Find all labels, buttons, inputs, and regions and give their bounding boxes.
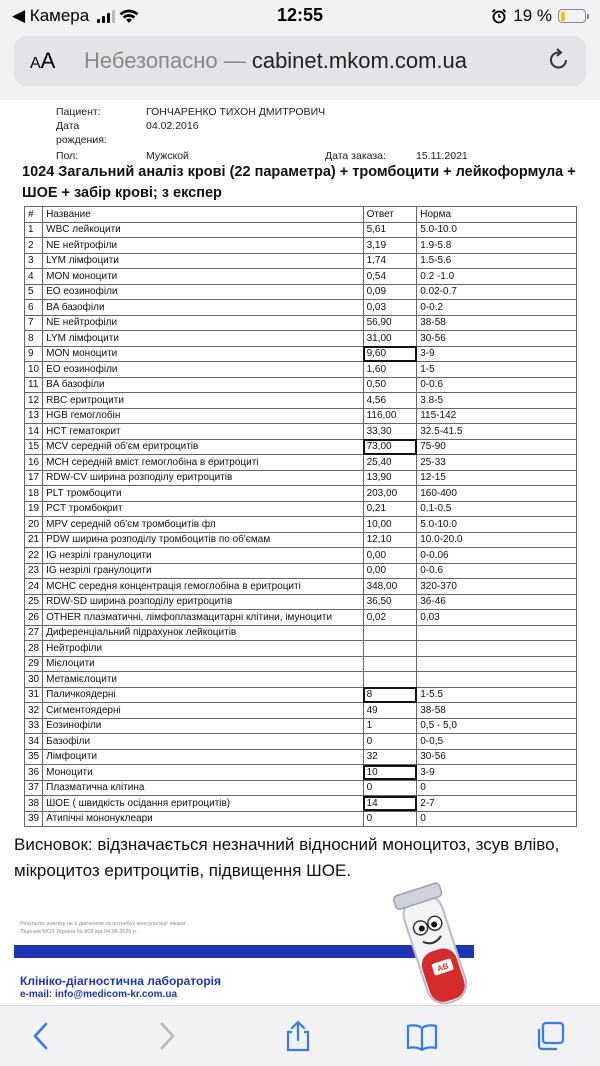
battery-icon [558,9,586,23]
analyte-name: MCV середній об'єм еритроцитів [43,439,363,455]
row-number: 17 [25,470,43,486]
analyte-name: Сигментоядерні [43,703,363,719]
result-value: 1,60 [363,362,417,378]
analyte-name: Атипічні мононуклеари [43,811,363,827]
table-row [25,470,577,486]
row-number: 7 [25,315,43,331]
reference-range [417,641,577,657]
row-number: 38 [25,796,43,812]
table-row [25,579,577,595]
analyte-name: WBC лейкоцити [43,222,363,238]
back-app-label[interactable]: ◀ Камера [12,6,90,25]
result-value: 3,19 [363,238,417,254]
result-value: 33,30 [363,424,417,440]
col-header-answer: Ответ [363,207,417,223]
table-row [25,455,577,471]
col-header-number: # [25,207,43,223]
analyte-name: PCT тромбокрит [43,501,363,517]
analyte-name: EO еозинофіли [43,362,363,378]
result-value: 0,02 [363,610,417,626]
analyte-name: Лімфоцити [43,749,363,765]
patient-name: ГОНЧАРЕНКО ТИХОН ДМИТРОВИЧ [146,106,326,118]
table-row [25,765,577,781]
table-row [25,346,577,362]
reference-range: 38-58 [417,315,577,331]
table-row [25,284,577,300]
url-display[interactable] [84,48,467,74]
table-row [25,641,577,657]
analyte-name: Мієлоцити [43,656,363,672]
result-value [363,672,417,688]
analyte-name: Нейтрофіли [43,641,363,657]
analyte-name: Моноцити [43,765,363,781]
row-number: 35 [25,749,43,765]
result-value: 10,00 [363,517,417,533]
table-row [25,532,577,548]
result-value: 4,56 [363,393,417,409]
analyte-name: BA базофіли [43,300,363,316]
table-row [25,300,577,316]
analyte-name: OTHER плазматичні, лімфоплазмацитарні клітини, імуноцити [43,610,363,626]
table-row [25,377,577,393]
result-value [363,625,417,641]
analyte-name: Паличкоядерні [43,687,363,703]
table-row [25,253,577,269]
table-row [25,734,577,750]
table-row [25,563,577,579]
analyte-name: MCHC середня концентрація гемоглобіна в еритроциті [43,579,363,595]
result-value: 0,00 [363,563,417,579]
analyte-name: Еозинофіли [43,718,363,734]
row-number: 12 [25,393,43,409]
row-number: 6 [25,300,43,316]
sex-label: Пол: [56,150,79,162]
reference-range: 0 [417,811,577,827]
row-number: 13 [25,408,43,424]
reference-range: 0.1-0.5 [417,501,577,517]
order-date-value: 15.11.2021 [416,150,468,162]
patient-label: Пациент: [56,106,101,118]
reference-range: 3-9 [417,765,577,781]
analyte-name: Базофіли [43,734,363,750]
table-row [25,517,577,533]
table-row [25,424,577,440]
table-row [25,610,577,626]
reference-range: 1.5-5.6 [417,253,577,269]
url-domain: cabinet.mkom.com.ua [251,48,468,73]
reference-range: 0-0.6 [417,377,577,393]
reference-range: 0.02-0.7 [417,284,577,300]
analyte-name: MPV середній об'єм тромбоцитів фл [43,517,363,533]
row-number: 10 [25,362,43,378]
reference-range: 160-400 [417,486,577,502]
results-table [24,206,577,827]
table-header-row [25,207,577,223]
reference-range: 36-46 [417,594,577,610]
analyte-name: NE нейтрофіли [43,238,363,254]
analyte-name: MON моноцити [43,269,363,285]
table-row [25,687,577,703]
reference-range: 3-9 [417,346,577,362]
reference-range: 5.0-10.0 [417,222,577,238]
result-value [363,641,417,657]
reader-options-button[interactable]: AA [30,48,56,73]
row-number: 28 [25,641,43,657]
reload-icon[interactable] [546,47,572,73]
result-value: 0,00 [363,548,417,564]
result-value: 203,00 [363,486,417,502]
analyte-name: EO еозинофіли [43,284,363,300]
result-value: 25,40 [363,455,417,471]
result-value [363,656,417,672]
table-row [25,780,577,796]
table-row [25,656,577,672]
row-number: 34 [25,734,43,750]
reference-range: 3.8-5 [417,393,577,409]
result-value: 73,00 [363,439,417,455]
reference-range: 75-90 [417,439,577,455]
table-row [25,269,577,285]
insecure-label: Небезопасно — [84,48,246,73]
row-number: 22 [25,548,43,564]
reference-range: 0.2 -1.0 [417,269,577,285]
table-row [25,811,577,827]
row-number: 29 [25,656,43,672]
table-row [25,439,577,455]
row-number: 8 [25,331,43,347]
result-value: 0,54 [363,269,417,285]
reference-range: 1-5 [417,362,577,378]
table-row [25,486,577,502]
analyte-name: LYM лімфоцити [43,253,363,269]
table-row [25,625,577,641]
reference-range [417,625,577,641]
analyte-name: RDW-SD ширина розподілу еритроцитів [43,594,363,610]
row-number: 27 [25,625,43,641]
row-number: 36 [25,765,43,781]
analyte-name: NE нейтрофіли [43,315,363,331]
reference-range: 0-0.6 [417,563,577,579]
result-value: 0 [363,780,417,796]
share-icon[interactable] [282,1020,314,1052]
table-row [25,362,577,378]
table-row [25,796,577,812]
reference-range: 10.0-20.0 [417,532,577,548]
disclaimer-line-1: Результат аналізу не є діагнозом та потребує консультації лікаря [20,921,186,927]
mascot-badge-text: AB [435,961,450,974]
table-row [25,222,577,238]
analyte-name: PDW ширина розподілу тромбоцитів по об'ємам [43,532,363,548]
table-row [25,718,577,734]
disclaimer [20,920,185,936]
address-bar[interactable] [14,36,586,86]
result-value: 0,09 [363,284,417,300]
table-row [25,331,577,347]
row-number: 31 [25,687,43,703]
analyte-name: LYM лімфоцити [43,331,363,347]
reference-range: 25-33 [417,455,577,471]
row-number: 37 [25,780,43,796]
row-number: 2 [25,238,43,254]
reference-range: 0,5 - 5,0 [417,718,577,734]
result-value: 0,03 [363,300,417,316]
result-value: 1,74 [363,253,417,269]
result-value: 56,90 [363,315,417,331]
analyte-name: Метамієлоцити [43,672,363,688]
result-value: 49 [363,703,417,719]
back-icon[interactable] [26,1020,58,1052]
analyte-name: PLT тромбоцити [43,486,363,502]
clock: 12:55 [276,5,324,25]
test-title: 1024 Загальний аналіз крові (22 параметра) + тромбоцити + лейкоформула + ШОЕ + забір крові; з експер [22,164,576,201]
result-value: 5,61 [363,222,417,238]
result-value: 13,90 [363,470,417,486]
result-value: 9,60 [363,346,417,362]
row-number: 14 [25,424,43,440]
dob-label-line1: Дата [56,120,80,132]
row-number: 11 [25,377,43,393]
row-number: 3 [25,253,43,269]
row-number: 15 [25,439,43,455]
result-value: 0,50 [363,377,417,393]
reference-range: 2-7 [417,796,577,812]
row-number: 32 [25,703,43,719]
reference-range: 30-56 [417,331,577,347]
row-number: 5 [25,284,43,300]
table-row [25,393,577,409]
reference-range: 0-0.06 [417,548,577,564]
reference-range: 12-15 [417,470,577,486]
reference-range: 0-0,5 [417,734,577,750]
row-number: 30 [25,672,43,688]
row-number: 9 [25,346,43,362]
dob-label-line2: рождения: [56,134,107,146]
row-number: 18 [25,486,43,502]
reference-range: 1.9-5.8 [417,238,577,254]
result-value: 348,00 [363,579,417,595]
row-number: 4 [25,269,43,285]
analyte-name: Диференціальний підрахунок лейкоцитів [43,625,363,641]
disclaimer-line-2: Ліцензія МОЗ України № 809 від 04.08.2026 р. [20,929,138,935]
bookmarks-icon[interactable] [406,1020,438,1052]
lab-name: Клініко-діагностична лабораторія [20,974,221,988]
result-value: 14 [363,796,417,812]
sex-value: Мужской [146,150,189,162]
result-value: 12,10 [363,532,417,548]
reference-range [417,656,577,672]
row-number: 23 [25,563,43,579]
analyte-name: MCH середній вміст гемоглобіна в еритроциті [43,455,363,471]
row-number: 16 [25,455,43,471]
col-header-norm: Норма [417,207,577,223]
row-number: 1 [25,222,43,238]
reference-range: 32.5-41.5 [417,424,577,440]
reference-range [417,672,577,688]
result-value: 8 [363,687,417,703]
result-value: 31,00 [363,331,417,347]
row-number: 21 [25,532,43,548]
table-row [25,672,577,688]
status-bar [0,0,600,32]
col-header-name: Название [43,207,363,223]
dob-value: 04.02.2016 [146,120,199,132]
row-number: 25 [25,594,43,610]
table-row [25,594,577,610]
web-page [0,100,600,1005]
reference-range: 0 [417,780,577,796]
result-value: 32 [363,749,417,765]
battery-percent: 19 % [513,6,552,25]
analyte-name: MON моноцити [43,346,363,362]
analyte-name: RBC еритроцити [43,393,363,409]
reference-range: 320-370 [417,579,577,595]
reference-range: 1-5.5 [417,687,577,703]
table-row [25,548,577,564]
reference-range: 5.0-10.0 [417,517,577,533]
analyte-name: IG незрілі гранулоцити [43,548,363,564]
result-value: 36,50 [363,594,417,610]
order-date-label: Дата заказа: [325,150,386,162]
row-number: 19 [25,501,43,517]
result-value: 0 [363,811,417,827]
analyte-name: Плазматична клітина [43,780,363,796]
alarm-icon [491,8,507,24]
row-number: 39 [25,811,43,827]
lab-email: e-mail: info@medicom-kr.com.ua [20,989,178,1000]
analyte-name: HCT гематокрит [43,424,363,440]
result-value: 0 [363,734,417,750]
safari-toolbar [0,1005,600,1066]
table-row [25,703,577,719]
result-value: 0,21 [363,501,417,517]
forward-icon[interactable] [150,1020,182,1052]
table-row [25,501,577,517]
row-number: 33 [25,718,43,734]
table-row [25,315,577,331]
tabs-icon[interactable] [534,1020,566,1052]
reference-range: 0,03 [417,610,577,626]
row-number: 20 [25,517,43,533]
analyte-name: HGB гемоглобін [43,408,363,424]
result-value: 1 [363,718,417,734]
reference-range: 30-56 [417,749,577,765]
reference-range: 0-0.2 [417,300,577,316]
result-value: 116,00 [363,408,417,424]
analyte-name: RDW-CV ширина розподілу еритроцитів [43,470,363,486]
analyte-name: BA базофіли [43,377,363,393]
row-number: 24 [25,579,43,595]
table-row [25,238,577,254]
table-row [25,749,577,765]
table-row [25,408,577,424]
reference-range: 115-142 [417,408,577,424]
analyte-name: IG незрілі гранулоцити [43,563,363,579]
test-tube-mascot-icon [380,880,490,1005]
result-value: 10 [363,765,417,781]
reference-range: 38-58 [417,703,577,719]
row-number: 26 [25,610,43,626]
conclusion-text: Висновок: відзначається незначний відносний моноцитоз, зсув вліво, мікроцитоз еритроцитів, підвищення ШОЕ. [14,835,560,880]
analyte-name: ШОЕ ( швидкість осідання еритроцитів) [43,796,363,812]
